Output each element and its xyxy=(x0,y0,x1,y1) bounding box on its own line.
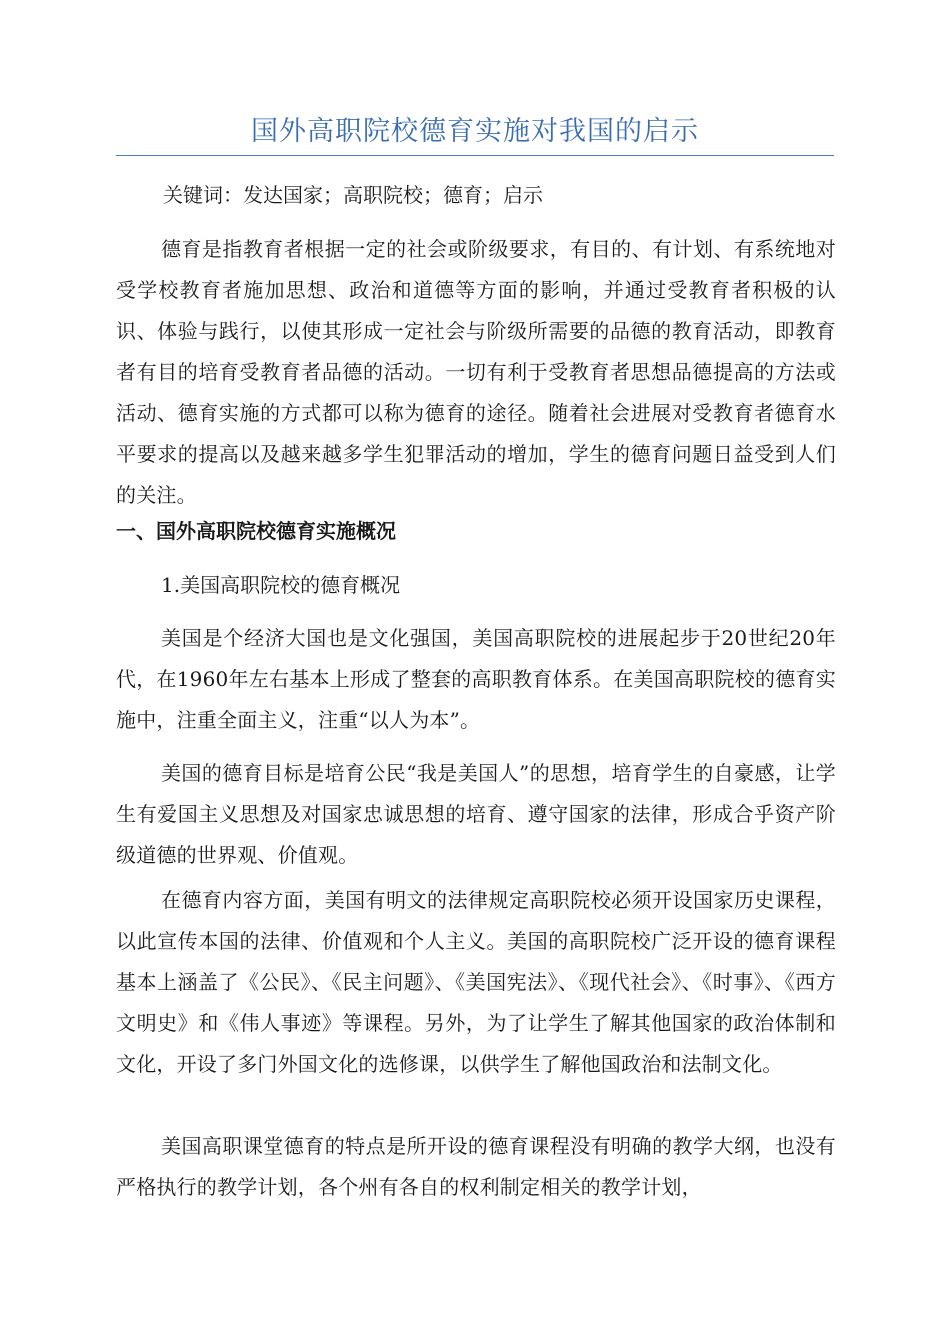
body-paragraph: 在德育内容方面，美国有明文的法律规定高职院校必须开设国家历史课程，以此宣传本国的法律、价值观和个人主义。美国的高职院校广泛开设的德育课程基本上涵盖了《公民》、《民主问题》、《美国宪法》、《现代社会》、《时事》、《西方文明史》和《伟人事迹》等课程。另外，为了让学生了解其他国家的政治体制和文化，开设了多门外国文化的选修课，以供学生了解他国政治和法制文化。 xyxy=(116,888,836,1076)
intro-paragraph: 德育是指教育者根据一定的社会或阶级要求，有目的、有计划、有系统地对受学校教育者施加思想、政治和道德等方面的影响，并通过受教育者积极的认识、体验与践行，以使其形成一定社会与阶级所需要的品德的教育活动，即教育者有目的培育受教育者品德的活动。一切有利于受教育者思想品德提高的方法或活动、德育实施的方式都可以称为德育的途径。随着社会进展对受教育者德育水平要求的提高以及越来越多学生犯罪活动的增加，学生的德育问题日益受到人们的关注。 xyxy=(116,237,836,507)
keywords-line: 关键词：发达国家；高职院校；德育；启示 xyxy=(163,183,543,207)
body-paragraph: 美国高职课堂德育的特点是所开设的德育课程没有明确的教学大纲，也没有严格执行的教学计划，各个州有各自的权利制定相关的教学计划， xyxy=(116,1134,836,1199)
body-paragraph: 美国是个经济大国也是文化强国，美国高职院校的进展起步于20世纪20年代，在1960年左右基本上形成了整套的高职教育体系。在美国高职院校的德育实施中，注重全面主义，注重“以人为本”。 xyxy=(116,626,836,732)
body-paragraph: 美国的德育目标是培育公民“我是美国人”的思想，培育学生的自豪感，让学生有爱国主义思想及对国家忠诚思想的培育、遵守国家的法律，形成合乎资产阶级道德的世界观、价值观。 xyxy=(116,761,836,867)
subsection-heading: 1.美国高职院校的德育概况 xyxy=(161,573,401,597)
section-heading: 一、国外高职院校德育实施概况 xyxy=(116,519,396,543)
title-underline xyxy=(116,155,834,156)
document-title: 国外高职院校德育实施对我国的启示 xyxy=(251,116,699,147)
